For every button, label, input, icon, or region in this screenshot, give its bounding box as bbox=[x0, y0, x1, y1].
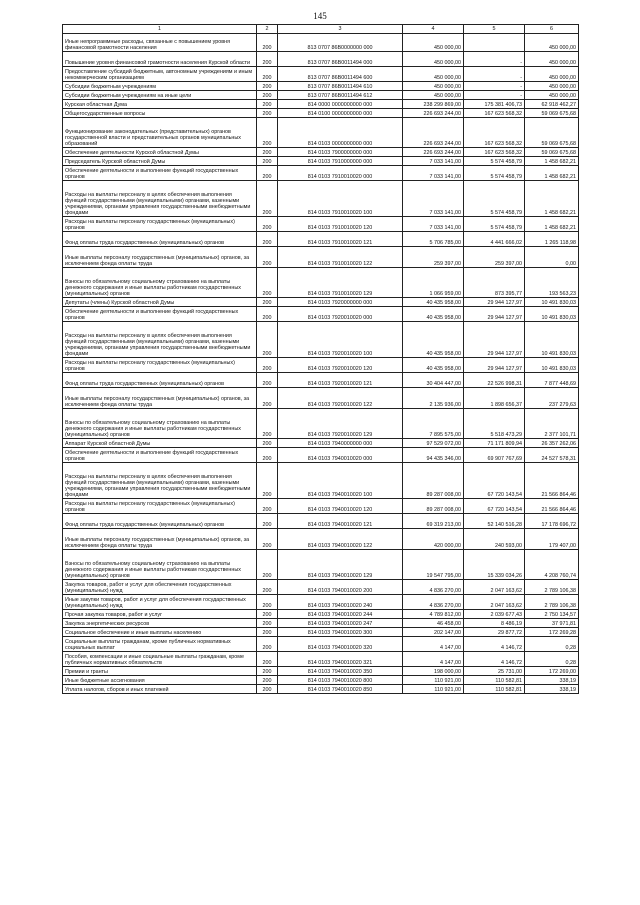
table-row bbox=[63, 100, 579, 109]
table-cell-c4: 198 000,00 bbox=[403, 667, 464, 676]
table-cell-c3: 814 0103 7910010020 121 bbox=[278, 232, 403, 247]
table-cell-name: Обеспечение деятельности и выполнение функций государственных органов bbox=[63, 307, 257, 322]
table-cell-c3: 814 0103 0000000000 000 bbox=[278, 118, 403, 148]
table-cell-c5: 8 486,19 bbox=[464, 619, 525, 628]
table-cell-c4: 226 693 244,00 bbox=[403, 109, 464, 118]
table-cell-name: Иные закупки товаров, работ и услуг для обеспечения государственных (муниципальных) нужд bbox=[63, 595, 257, 610]
table-cell-c6: 21 566 864,46 bbox=[525, 499, 579, 514]
table-cell-c4: 450 000,00 bbox=[403, 34, 464, 52]
table-cell-c4: 1 066 959,00 bbox=[403, 268, 464, 298]
table-cell-c4: 5 706 785,00 bbox=[403, 232, 464, 247]
table-cell-c2: 200 bbox=[257, 652, 278, 667]
table-row bbox=[63, 529, 579, 550]
table-cell-c5: 110 582,81 bbox=[464, 676, 525, 685]
table-cell-c4: 110 921,00 bbox=[403, 676, 464, 685]
table-row bbox=[63, 580, 579, 595]
table-cell-name: Иные выплаты персоналу государственных (муниципальных) органов, за исключением фонда оплаты труда bbox=[63, 388, 257, 409]
table-row bbox=[63, 676, 579, 685]
table-cell-name: Функционирование законодательных (представительных) органов государственной власти и представительных органов муниципальных образований bbox=[63, 118, 257, 148]
table-cell-name: Курская областная Дума bbox=[63, 100, 257, 109]
table-cell-c6: 450 000,00 bbox=[525, 82, 579, 91]
table-cell-name: Взносы по обязательному социальному страхованию на выплаты денежного содержания и иные выплаты работникам государственных (муниципальных) органов bbox=[63, 268, 257, 298]
table-cell-c3: 813 0707 86В0011494 600 bbox=[278, 67, 403, 82]
table-cell-c2: 200 bbox=[257, 619, 278, 628]
budget-table bbox=[62, 24, 579, 694]
table-cell-c5: - bbox=[464, 52, 525, 67]
table-cell-c4: 450 000,00 bbox=[403, 52, 464, 67]
table-row bbox=[63, 595, 579, 610]
table-row bbox=[63, 463, 579, 499]
table-row bbox=[63, 550, 579, 580]
table-cell-c3: 814 0100 0000000000 000 bbox=[278, 109, 403, 118]
table-cell-c2: 200 bbox=[257, 217, 278, 232]
table-cell-c5: 4 146,72 bbox=[464, 652, 525, 667]
table-cell-c2: 200 bbox=[257, 268, 278, 298]
table-cell-c4: 19 547 795,00 bbox=[403, 550, 464, 580]
table-cell-c2: 200 bbox=[257, 100, 278, 109]
table-cell-c5: 240 593,00 bbox=[464, 529, 525, 550]
table-cell-c5: 25 731,00 bbox=[464, 667, 525, 676]
table-cell-name: Аппарат Курской областной Думы bbox=[63, 439, 257, 448]
table-row bbox=[63, 109, 579, 118]
table-cell-name: Закупка энергетических ресурсов bbox=[63, 619, 257, 628]
table-cell-name: Повышение уровня финансовой грамотности населения Курской области bbox=[63, 52, 257, 67]
table-cell-c6: 179 407,00 bbox=[525, 529, 579, 550]
table-cell-c5: 175 381 406,73 bbox=[464, 100, 525, 109]
table-cell-c5: 4 146,72 bbox=[464, 637, 525, 652]
table-cell-c5: 69 907 767,69 bbox=[464, 448, 525, 463]
table-row bbox=[63, 67, 579, 82]
table-cell-c4: 4 147,00 bbox=[403, 637, 464, 652]
table-row bbox=[63, 247, 579, 268]
table-row bbox=[63, 685, 579, 694]
column-header: 2 bbox=[257, 25, 278, 34]
table-cell-c4: 69 319 213,00 bbox=[403, 514, 464, 529]
table-cell-c2: 200 bbox=[257, 685, 278, 694]
table-cell-c2: 200 bbox=[257, 388, 278, 409]
table-cell-c6: 10 491 830,03 bbox=[525, 298, 579, 307]
table-row bbox=[63, 652, 579, 667]
table-cell-c6: 1 458 682,21 bbox=[525, 166, 579, 181]
table-cell-c4: 259 397,00 bbox=[403, 247, 464, 268]
table-cell-c4: 30 404 447,00 bbox=[403, 373, 464, 388]
table-cell-c6: 62 918 462,27 bbox=[525, 100, 579, 109]
table-row bbox=[63, 514, 579, 529]
table-cell-c3: 814 0103 7920000000 000 bbox=[278, 298, 403, 307]
table-cell-name: Фонд оплаты труда государственных (муниципальных) органов bbox=[63, 514, 257, 529]
table-cell-c3: 814 0103 7940010020 247 bbox=[278, 619, 403, 628]
table-cell-c2: 200 bbox=[257, 118, 278, 148]
table-cell-c2: 200 bbox=[257, 307, 278, 322]
table-cell-c4: 420 000,00 bbox=[403, 529, 464, 550]
table-cell-c5: - bbox=[464, 67, 525, 82]
table-cell-c2: 200 bbox=[257, 166, 278, 181]
table-cell-c2: 200 bbox=[257, 52, 278, 67]
table-cell-c4: 40 435 958,00 bbox=[403, 307, 464, 322]
table-cell-name: Взносы по обязательному социальному страхованию на выплаты денежного содержания и иные выплаты работникам государственных (муниципальных) органов bbox=[63, 409, 257, 439]
table-cell-c5: 2 039 677,43 bbox=[464, 610, 525, 619]
table-cell-c3: 814 0103 7940010020 240 bbox=[278, 595, 403, 610]
table-cell-name: Пособия, компенсации и иные социальные выплаты гражданам, кроме публичных нормативных обязательств bbox=[63, 652, 257, 667]
table-cell-c3: 814 0103 7940010020 200 bbox=[278, 580, 403, 595]
table-cell-c2: 200 bbox=[257, 232, 278, 247]
table-cell-name: Предоставление субсидий бюджетным, автономным учреждениям и иным некоммерческим организациям bbox=[63, 67, 257, 82]
table-cell-c5: 259 397,00 bbox=[464, 247, 525, 268]
table-cell-c3: 814 0103 7940010020 244 bbox=[278, 610, 403, 619]
table-cell-c2: 200 bbox=[257, 34, 278, 52]
table-cell-c5: - bbox=[464, 82, 525, 91]
table-cell-name: Иные выплаты персоналу государственных (муниципальных) органов, за исключением фонда оплаты труда bbox=[63, 529, 257, 550]
table-cell-name: Расходы на выплаты персоналу государственных (муниципальных) органов bbox=[63, 217, 257, 232]
table-cell-name: Депутаты (члены) Курской областной Думы bbox=[63, 298, 257, 307]
table-cell-c4: 4 836 270,00 bbox=[403, 595, 464, 610]
table-cell-c5: 29 944 127,97 bbox=[464, 322, 525, 358]
table-cell-c4: 226 693 244,00 bbox=[403, 118, 464, 148]
table-cell-c3: 814 0103 7940010020 300 bbox=[278, 628, 403, 637]
table-row bbox=[63, 619, 579, 628]
table-cell-c2: 200 bbox=[257, 67, 278, 82]
table-cell-c3: 814 0103 7910010020 000 bbox=[278, 166, 403, 181]
table-cell-name: Расходы на выплаты персоналу в целях обеспечения выполнения функций государственными (муниципальными) органами, казенными учреждениями, органами управления государственными внебюджетными фондами bbox=[63, 463, 257, 499]
table-cell-c4: 238 299 869,00 bbox=[403, 100, 464, 109]
table-cell-c3: 814 0000 0000000000 000 bbox=[278, 100, 403, 109]
table-cell-c6: 172 269,28 bbox=[525, 628, 579, 637]
table-cell-c2: 200 bbox=[257, 514, 278, 529]
table-cell-name: Закупка товаров, работ и услуг для обеспечения государственных (муниципальных) нужд bbox=[63, 580, 257, 595]
table-cell-c3: 814 0103 7910000000 000 bbox=[278, 157, 403, 166]
table-cell-c3: 814 0103 7920010020 122 bbox=[278, 388, 403, 409]
table-cell-c5: 29 944 127,97 bbox=[464, 307, 525, 322]
table-cell-name: Расходы на выплаты персоналу государственных (муниципальных) органов bbox=[63, 499, 257, 514]
table-cell-c3: 814 0103 7940010020 129 bbox=[278, 550, 403, 580]
table-cell-name: Прочая закупка товаров, работ и услуг bbox=[63, 610, 257, 619]
table-cell-c4: 40 435 958,00 bbox=[403, 322, 464, 358]
table-cell-c3: 813 0707 86В0011494 000 bbox=[278, 52, 403, 67]
table-cell-c6: 450 000,00 bbox=[525, 67, 579, 82]
table-cell-name: Иные непрограммные расходы, связанные с повышением уровня финансовой грамотности населения bbox=[63, 34, 257, 52]
table-cell-c2: 200 bbox=[257, 463, 278, 499]
table-cell-c3: 814 0103 7940010020 121 bbox=[278, 514, 403, 529]
table-cell-name: Уплата налогов, сборов и иных платежей bbox=[63, 685, 257, 694]
table-cell-c5: 5 574 458,79 bbox=[464, 157, 525, 166]
page-number: 145 bbox=[313, 11, 327, 21]
table-cell-c2: 200 bbox=[257, 439, 278, 448]
table-cell-name: Фонд оплаты труда государственных (муниципальных) органов bbox=[63, 373, 257, 388]
table-cell-c6: 37 971,81 bbox=[525, 619, 579, 628]
table-cell-c3: 814 0103 7940010020 850 bbox=[278, 685, 403, 694]
table-cell-c2: 200 bbox=[257, 181, 278, 217]
table-cell-c2: 200 bbox=[257, 373, 278, 388]
table-cell-c6: 172 269,00 bbox=[525, 667, 579, 676]
table-row bbox=[63, 118, 579, 148]
table-cell-c3: 814 0103 7940010020 000 bbox=[278, 448, 403, 463]
table-cell-c6: 1 458 682,21 bbox=[525, 181, 579, 217]
table-cell-c6: 59 069 675,68 bbox=[525, 148, 579, 157]
table-cell-c5: 2 047 163,62 bbox=[464, 595, 525, 610]
table-row bbox=[63, 358, 579, 373]
table-cell-c6: 450 000,00 bbox=[525, 52, 579, 67]
table-cell-c4: 40 435 958,00 bbox=[403, 358, 464, 373]
table-cell-c3: 814 0103 7940010020 320 bbox=[278, 637, 403, 652]
table-cell-c4: 4 147,00 bbox=[403, 652, 464, 667]
table-cell-c2: 200 bbox=[257, 628, 278, 637]
table-cell-c6: 193 563,23 bbox=[525, 268, 579, 298]
table-cell-name: Субсидии бюджетным учреждениям на иные цели bbox=[63, 91, 257, 100]
table-header-row bbox=[63, 25, 579, 34]
table-cell-c3: 813 0707 86В0000000 000 bbox=[278, 34, 403, 52]
table-cell-c3: 814 0103 7940010020 122 bbox=[278, 529, 403, 550]
table-cell-c6: 2 377 101,71 bbox=[525, 409, 579, 439]
table-row bbox=[63, 217, 579, 232]
table-cell-name: Субсидии бюджетным учреждениям bbox=[63, 82, 257, 91]
table-row bbox=[63, 181, 579, 217]
table-cell-c2: 200 bbox=[257, 157, 278, 166]
table-cell-c6: 10 491 830,03 bbox=[525, 307, 579, 322]
table-cell-c5: 5 574 458,79 bbox=[464, 181, 525, 217]
table-cell-c4: 7 033 141,00 bbox=[403, 166, 464, 181]
table-cell-c5: 67 720 143,54 bbox=[464, 499, 525, 514]
table-cell-c3: 813 0707 86В0011494 612 bbox=[278, 91, 403, 100]
column-header: 3 bbox=[278, 25, 403, 34]
table-cell-name: Расходы на выплаты персоналу в целях обеспечения выполнения функций государственными (муниципальными) органами, казенными учреждениями, органами управления государственными внебюджетными фондами bbox=[63, 181, 257, 217]
table-row bbox=[63, 82, 579, 91]
table-cell-c2: 200 bbox=[257, 109, 278, 118]
table-cell-c3: 814 0103 7910010020 122 bbox=[278, 247, 403, 268]
table-cell-name: Расходы на выплаты персоналу в целях обеспечения выполнения функций государственными (муниципальными) органами, казенными учреждениями, органами управления государственными внебюджетными фондами bbox=[63, 322, 257, 358]
table-cell-c4: 202 147,00 bbox=[403, 628, 464, 637]
table-cell-c2: 200 bbox=[257, 448, 278, 463]
table-cell-c6: 26 357 262,06 bbox=[525, 439, 579, 448]
table-cell-c5: 167 623 568,32 bbox=[464, 118, 525, 148]
table-cell-c6: 10 491 830,03 bbox=[525, 358, 579, 373]
table-row bbox=[63, 91, 579, 100]
table-cell-c4: 97 529 072,00 bbox=[403, 439, 464, 448]
table-row bbox=[63, 628, 579, 637]
table-cell-c3: 814 0103 7940010020 120 bbox=[278, 499, 403, 514]
column-header: 4 bbox=[403, 25, 464, 34]
table-cell-c6: 237 279,63 bbox=[525, 388, 579, 409]
table-cell-c5: 4 441 666,02 bbox=[464, 232, 525, 247]
table-cell-c4: 226 693 244,00 bbox=[403, 148, 464, 157]
table-row bbox=[63, 439, 579, 448]
table-cell-c4: 7 033 141,00 bbox=[403, 157, 464, 166]
table-cell-c6: 1 265 118,98 bbox=[525, 232, 579, 247]
table-cell-c6: 10 491 830,03 bbox=[525, 322, 579, 358]
table-cell-c2: 200 bbox=[257, 595, 278, 610]
table-cell-c5 bbox=[464, 34, 525, 52]
table-cell-c2: 200 bbox=[257, 358, 278, 373]
table-cell-c2: 200 bbox=[257, 247, 278, 268]
table-cell-c6: 450 000,00 bbox=[525, 91, 579, 100]
table-cell-c5: 29 877,72 bbox=[464, 628, 525, 637]
table-cell-c3: 814 0103 7920010020 000 bbox=[278, 307, 403, 322]
table-cell-c3: 814 0103 7920010020 100 bbox=[278, 322, 403, 358]
table-cell-name: Премии и гранты bbox=[63, 667, 257, 676]
table-cell-c3: 814 0103 7920010020 120 bbox=[278, 358, 403, 373]
table-cell-c5: 5 574 458,79 bbox=[464, 217, 525, 232]
table-cell-c6: 0,28 bbox=[525, 652, 579, 667]
table-cell-c3: 814 0103 7910010020 100 bbox=[278, 181, 403, 217]
table-row bbox=[63, 307, 579, 322]
table-cell-c2: 200 bbox=[257, 550, 278, 580]
table-cell-name: Социальное обеспечение и иные выплаты населению bbox=[63, 628, 257, 637]
table-cell-c5: 2 047 163,62 bbox=[464, 580, 525, 595]
table-cell-c6: 7 877 448,69 bbox=[525, 373, 579, 388]
table-cell-c2: 200 bbox=[257, 409, 278, 439]
table-cell-c5: 110 582,81 bbox=[464, 685, 525, 694]
table-cell-c5: 167 623 568,32 bbox=[464, 109, 525, 118]
table-cell-name: Обеспечение деятельности Курской областной Думы bbox=[63, 148, 257, 157]
table-cell-c6: 4 208 760,74 bbox=[525, 550, 579, 580]
table-cell-name: Общегосударственные вопросы bbox=[63, 109, 257, 118]
table-row bbox=[63, 409, 579, 439]
table-cell-c6: 338,19 bbox=[525, 676, 579, 685]
table-row bbox=[63, 52, 579, 67]
table-cell-c3: 813 0707 86В0011494 610 bbox=[278, 82, 403, 91]
table-cell-name: Социальные выплаты гражданам, кроме публичных нормативных социальных выплат bbox=[63, 637, 257, 652]
table-cell-c4: 40 435 958,00 bbox=[403, 298, 464, 307]
table-cell-c5: 71 171 809,94 bbox=[464, 439, 525, 448]
table-cell-name: Обеспечение деятельности и выполнение функций государственных органов bbox=[63, 448, 257, 463]
table-cell-c6: 338,19 bbox=[525, 685, 579, 694]
table-cell-c4: 89 287 008,00 bbox=[403, 463, 464, 499]
table-cell-name: Взносы по обязательному социальному страхованию на выплаты денежного содержания и иные выплаты работникам государственных (муниципальных) органов bbox=[63, 550, 257, 580]
table-cell-c2: 200 bbox=[257, 499, 278, 514]
table-row bbox=[63, 34, 579, 52]
column-header: 1 bbox=[63, 25, 257, 34]
table-cell-c5: 873 395,77 bbox=[464, 268, 525, 298]
table-cell-c4: 2 135 936,00 bbox=[403, 388, 464, 409]
table-cell-name: Фонд оплаты труда государственных (муниципальных) органов bbox=[63, 232, 257, 247]
table-cell-c6: 59 069 675,68 bbox=[525, 118, 579, 148]
table-row bbox=[63, 148, 579, 157]
table-cell-name: Иные бюджетные ассигнования bbox=[63, 676, 257, 685]
table-cell-c6: 450 000,00 bbox=[525, 34, 579, 52]
table-cell-c3: 814 0103 7940000000 000 bbox=[278, 439, 403, 448]
table-cell-c5: 29 944 127,97 bbox=[464, 358, 525, 373]
table-cell-c4: 450 000,00 bbox=[403, 82, 464, 91]
table-cell-c5: 5 518 473,29 bbox=[464, 409, 525, 439]
table-body bbox=[63, 34, 579, 694]
table-cell-c6: 2 789 106,38 bbox=[525, 580, 579, 595]
table-cell-c2: 200 bbox=[257, 610, 278, 619]
table-row bbox=[63, 637, 579, 652]
table-row bbox=[63, 298, 579, 307]
table-row bbox=[63, 232, 579, 247]
table-cell-c4: 7 895 575,00 bbox=[403, 409, 464, 439]
table-cell-c5: - bbox=[464, 91, 525, 100]
table-cell-c5: 5 574 458,79 bbox=[464, 166, 525, 181]
table-cell-c2: 200 bbox=[257, 580, 278, 595]
table-row bbox=[63, 157, 579, 166]
table-cell-c6: 2 789 106,38 bbox=[525, 595, 579, 610]
table-cell-c3: 814 0103 7920010020 121 bbox=[278, 373, 403, 388]
table-cell-c2: 200 bbox=[257, 637, 278, 652]
table-row bbox=[63, 268, 579, 298]
table-cell-c2: 200 bbox=[257, 322, 278, 358]
table-cell-c4: 4 836 270,00 bbox=[403, 580, 464, 595]
table-cell-c4: 94 435 346,00 bbox=[403, 448, 464, 463]
table-row bbox=[63, 667, 579, 676]
table-row bbox=[63, 388, 579, 409]
table-cell-c5: 1 898 656,37 bbox=[464, 388, 525, 409]
table-row bbox=[63, 610, 579, 619]
table-cell-c4: 4 789 812,00 bbox=[403, 610, 464, 619]
table-cell-c2: 200 bbox=[257, 91, 278, 100]
table-cell-c5: 52 140 516,28 bbox=[464, 514, 525, 529]
column-header: 5 bbox=[464, 25, 525, 34]
table-cell-c6: 0,28 bbox=[525, 637, 579, 652]
table-cell-c6: 17 178 696,72 bbox=[525, 514, 579, 529]
table-cell-c5: 67 720 143,54 bbox=[464, 463, 525, 499]
table-cell-c6: 2 750 134,57 bbox=[525, 610, 579, 619]
table-cell-c6: 0,00 bbox=[525, 247, 579, 268]
table-cell-name: Иные выплаты персоналу государственных (муниципальных) органов, за исключением фонда оплаты труда bbox=[63, 247, 257, 268]
table-row bbox=[63, 448, 579, 463]
table-cell-c4: 7 033 141,00 bbox=[403, 217, 464, 232]
table-cell-c3: 814 0103 7940010020 800 bbox=[278, 676, 403, 685]
table-cell-c2: 200 bbox=[257, 82, 278, 91]
table-cell-c2: 200 bbox=[257, 676, 278, 685]
table-cell-c3: 814 0103 7910010020 129 bbox=[278, 268, 403, 298]
table-row bbox=[63, 166, 579, 181]
table-cell-c3: 814 0103 7940010020 100 bbox=[278, 463, 403, 499]
table-cell-c4: 110 921,00 bbox=[403, 685, 464, 694]
table-cell-c3: 814 0103 7900000000 000 bbox=[278, 148, 403, 157]
table-row bbox=[63, 499, 579, 514]
table-row bbox=[63, 322, 579, 358]
table-cell-c4: 89 287 008,00 bbox=[403, 499, 464, 514]
table-cell-c6: 24 527 578,31 bbox=[525, 448, 579, 463]
table-cell-c5: 22 526 998,31 bbox=[464, 373, 525, 388]
column-header: 6 bbox=[525, 25, 579, 34]
table-cell-name: Председатель Курской областной Думы bbox=[63, 157, 257, 166]
table-cell-c6: 1 458 682,21 bbox=[525, 157, 579, 166]
table-cell-c3: 814 0103 7910010020 120 bbox=[278, 217, 403, 232]
table-cell-c6: 1 458 682,21 bbox=[525, 217, 579, 232]
table-cell-name: Расходы на выплаты персоналу государственных (муниципальных) органов bbox=[63, 358, 257, 373]
table-row bbox=[63, 373, 579, 388]
table-cell-c2: 200 bbox=[257, 148, 278, 157]
table-cell-c3: 814 0103 7920010020 129 bbox=[278, 409, 403, 439]
table-cell-c5: 29 944 127,97 bbox=[464, 298, 525, 307]
table-cell-c3: 814 0103 7940010020 321 bbox=[278, 652, 403, 667]
table-cell-c4: 450 000,00 bbox=[403, 91, 464, 100]
table-cell-c2: 200 bbox=[257, 529, 278, 550]
table-cell-c2: 200 bbox=[257, 667, 278, 676]
table-cell-name: Обеспечение деятельности и выполнение функций государственных органов bbox=[63, 166, 257, 181]
table-cell-c6: 21 566 864,46 bbox=[525, 463, 579, 499]
table-cell-c5: 167 623 568,32 bbox=[464, 148, 525, 157]
table-cell-c4: 46 458,00 bbox=[403, 619, 464, 628]
table-cell-c4: 450 000,00 bbox=[403, 67, 464, 82]
table-cell-c3: 814 0103 7940010020 350 bbox=[278, 667, 403, 676]
table-cell-c5: 15 339 034,26 bbox=[464, 550, 525, 580]
table-cell-c2: 200 bbox=[257, 298, 278, 307]
table-cell-c4: 7 033 141,00 bbox=[403, 181, 464, 217]
table-cell-c6: 59 069 675,68 bbox=[525, 109, 579, 118]
